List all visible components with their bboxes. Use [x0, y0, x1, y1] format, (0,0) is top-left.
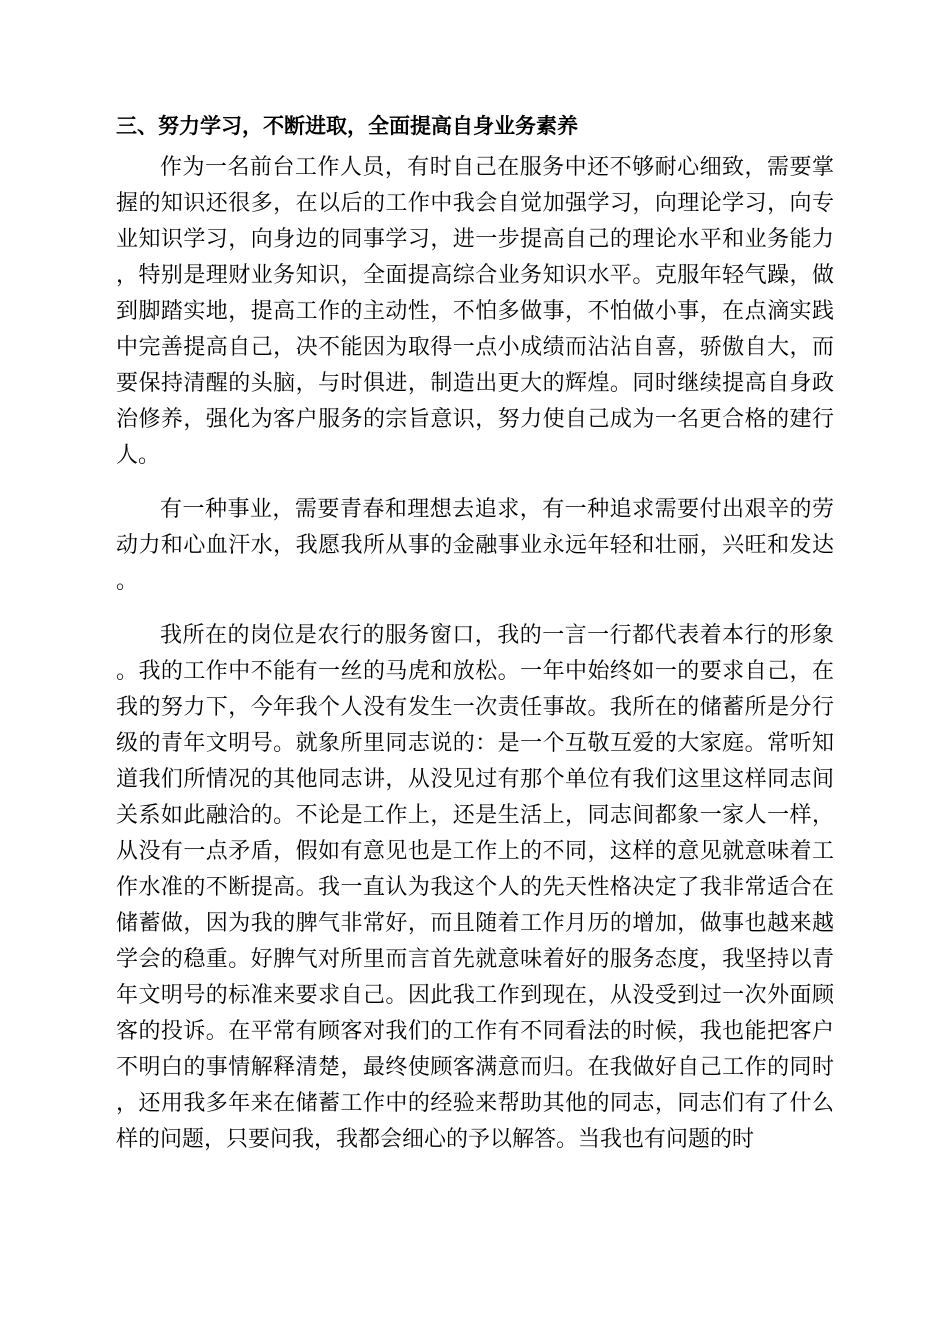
section-heading: 三、努力学习，不断进取，全面提高自身业务素养 — [116, 114, 578, 138]
paragraph-2: 有一种事业，需要青春和理想去追求，有一种追求需要付出艰辛的劳动力和心血汗水，我愿我所从事的金融事业永远年轻和壮丽，兴旺和发达。 — [116, 497, 834, 594]
document-body — [116, 108, 834, 1176]
paragraph-3: 我所在的岗位是农行的服务窗口，我的一言一行都代表着本行的形象。我的工作中不能有一丝的马虎和放松。一年中始终如一的要求自己，在我的努力下，今年我个人没有发生一次责任事故。我所在的储蓄所是分行级的青年文明号。就象所里同志说的：是一个互敬互爱的大家庭。常听知道我们所情况的其他同志讲，从没见过有那个单位有我们这里这样同志间关系如此融洽的。不论是工作上，还是生活上，同志间都象一家人一样，从没有一点矛盾，假如有意见也是工作上的不同，这样的意见就意味着工作水准的不断提高。我一直认为我这个人的先天性格决定了我非常适合在储蓄做，因为我的脾气非常好，而且随着工作月历的增加，做事也越来越学会的稳重。好脾气对所里而言首先就意味着好的服务态度，我坚持以青年文明号的标准来要求自己。因此我工作到现在，从没受到过一次外面顾客的投诉。在平常有顾客对我们的工作有不同看法的时候，我也能把客户不明白的事情解释清楚，最终使顾客满意而归。在我做好自己工作的同时，还用我多年来在储蓄工作中的经验来帮助其他的同志，同志们有了什么样的问题，只要问我，我都会细心的予以解答。当我也有问题的时 — [116, 623, 834, 1152]
paragraph-1: 作为一名前台工作人员，有时自己在服务中还不够耐心细致，需要掌握的知识还很多，在以后的工作中我会自觉加强学习，向理论学习，向专业知识学习，向身边的同事学习，进一步提高自己的理论水平和业务能力，特别是理财业务知识，全面提高综合业务知识水平。克服年轻气躁，做到脚踏实地，提高工作的主动性，不怕多做事，不怕做小事，在点滴实践中完善提高自己，决不能因为取得一点小成绩而沾沾自喜，骄傲自大，而要保持清醒的头脑，与时俱进，制造出更大的辉煌。同时继续提高自身政治修养，强化为客户服务的宗旨意识，努力使自己成为一名更合格的建行人。 — [116, 155, 834, 468]
